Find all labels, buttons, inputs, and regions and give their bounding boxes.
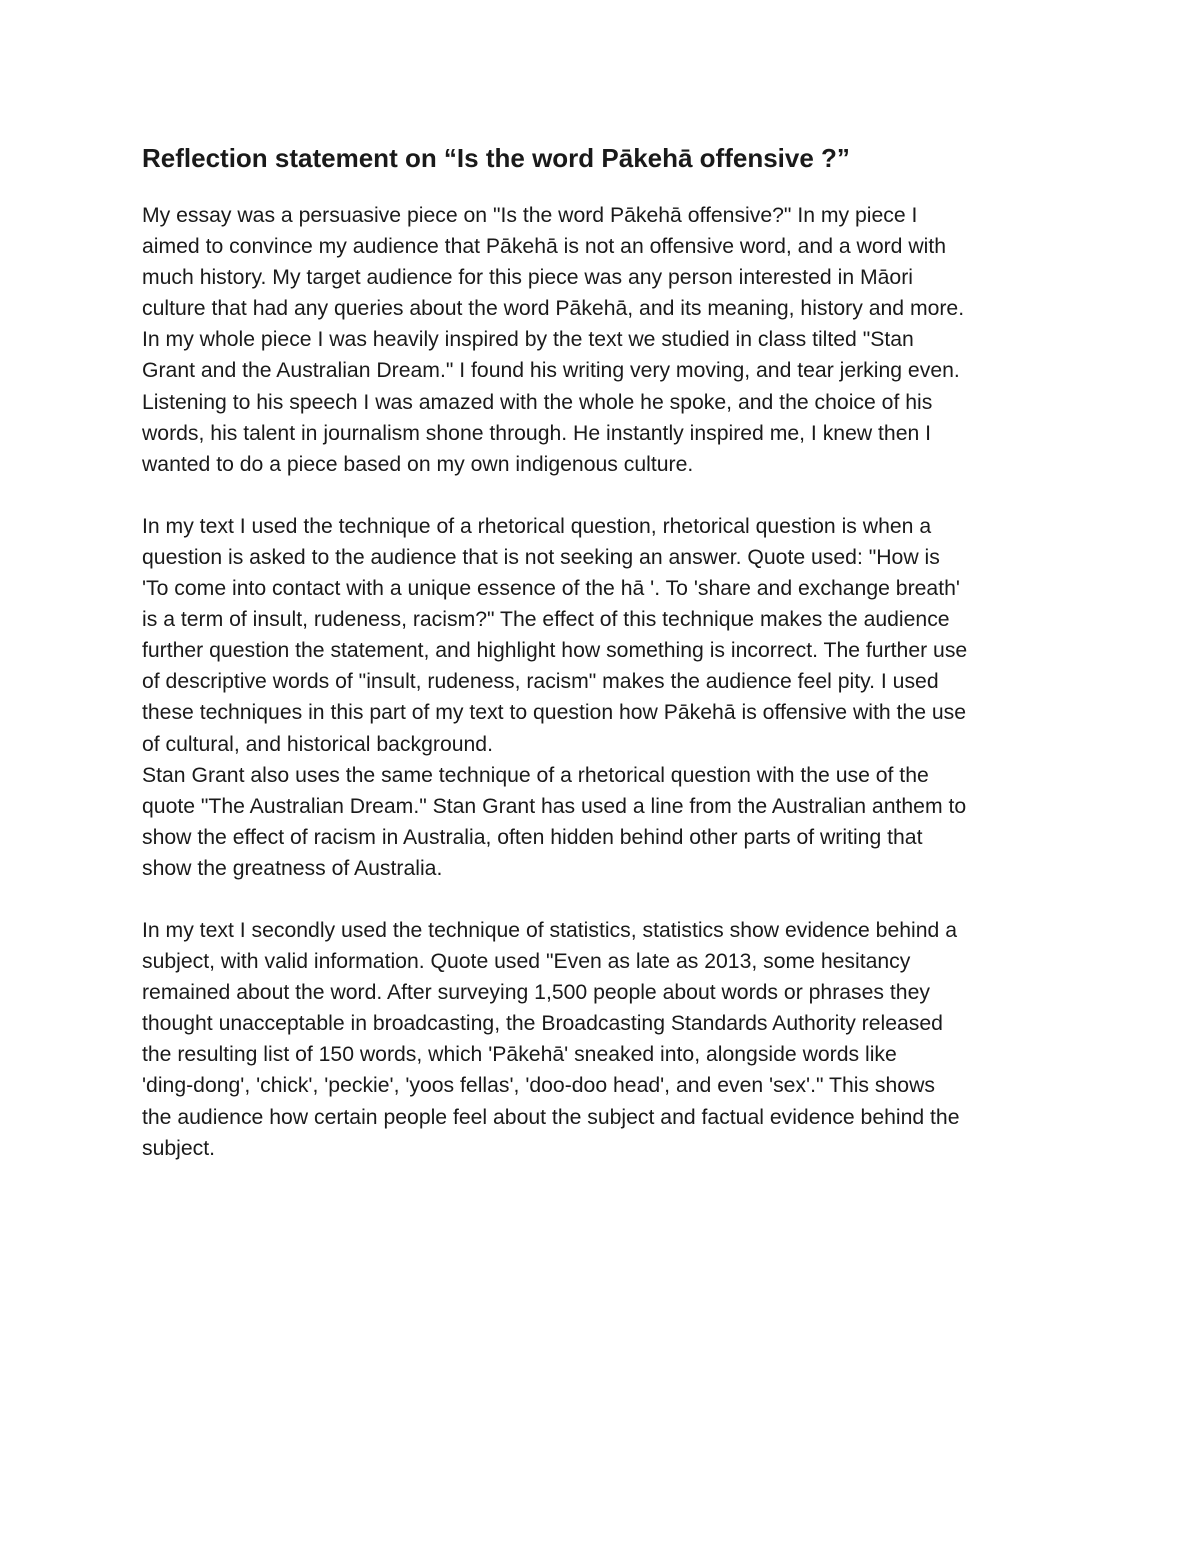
text-line: of descriptive words of "insult, rudeness, racism" makes the audience feel pity. I used <box>142 670 939 694</box>
text-line: these techniques in this part of my text to question how Pākehā is offensive with the use <box>142 701 967 725</box>
text-line: Grant and the Australian Dream." I found his writing very moving, and tear jerking even. <box>142 359 960 383</box>
text-line: remained about the word. After surveying 1,500 people about words or phrases they <box>142 981 930 1005</box>
text-line: aimed to convince my audience that Pākehā is not an offensive word, and a word with <box>142 235 947 259</box>
text-line: Stan Grant also uses the same technique of a rhetorical question with the use of the <box>142 763 929 787</box>
text-line: subject, with valid information. Quote used "Even as late as 2013, some hesitancy <box>142 950 911 974</box>
text-line: show the effect of racism in Australia, often hidden behind other parts of writing that <box>142 825 923 849</box>
text-line: quote "The Australian Dream." Stan Grant has used a line from the Australian anthem to <box>142 794 967 818</box>
text-line: subject. <box>142 1136 216 1160</box>
text-line: show the greatness of Australia. <box>142 856 443 880</box>
text-line: is a term of insult, rudeness, racism?" The effect of this technique makes the audience <box>142 608 950 632</box>
text-line: the resulting list of 150 words, which 'Pākehā' sneaked into, alongside words like <box>142 1043 897 1067</box>
paragraph-rhetorical-question <box>142 511 1067 760</box>
text-line: My essay was a persuasive piece on "Is the word Pākehā offensive?" In my piece I <box>142 204 918 227</box>
text-line: culture that had any queries about the word Pākehā, and its meaning, history and more. <box>142 297 965 321</box>
paragraph-stan-grant <box>142 760 1067 884</box>
text-line: In my whole piece I was heavily inspired by the text we studied in class tilted "Stan <box>142 328 914 352</box>
paragraph-introduction <box>142 200 1067 480</box>
text-line: Listening to his speech I was amazed with the whole he spoke, and the choice of his <box>142 390 933 414</box>
text-line: In my text I secondly used the technique of statistics, statistics show evidence behind a <box>142 918 957 942</box>
text-line: 'ding-dong', 'chick', 'peckie', 'yoos fellas', 'doo-doo head', and even 'sex'." This shows <box>142 1074 935 1098</box>
document-title: Reflection statement on “Is the word Pākehā offensive ?” <box>142 143 850 173</box>
text-line: much history. My target audience for this piece was any person interested in Māori <box>142 266 913 290</box>
text-line: thought unacceptable in broadcasting, the Broadcasting Standards Authority released <box>142 1012 943 1036</box>
document-body <box>142 141 1067 1164</box>
text-line: In my text I used the technique of a rhetorical question, rhetorical question is when a <box>142 514 932 538</box>
paragraph-statistics <box>142 915 1067 1164</box>
text-line: 'To come into contact with a unique essence of the hā '. To 'share and exchange breath' <box>142 577 960 601</box>
text-line: words, his talent in journalism shone through. He instantly inspired me, I knew then I <box>142 421 932 445</box>
text-line: the audience how certain people feel about the subject and factual evidence behind the <box>142 1105 960 1129</box>
text-line: wanted to do a piece based on my own indigenous culture. <box>142 452 694 476</box>
paragraph-spacer <box>142 884 1067 915</box>
paragraph-spacer <box>142 480 1067 511</box>
text-line: of cultural, and historical background. <box>142 732 493 756</box>
text-line: further question the statement, and highlight how something is incorrect. The further use <box>142 639 968 663</box>
text-line: question is asked to the audience that is not seeking an answer. Quote used: "How is <box>142 545 940 569</box>
